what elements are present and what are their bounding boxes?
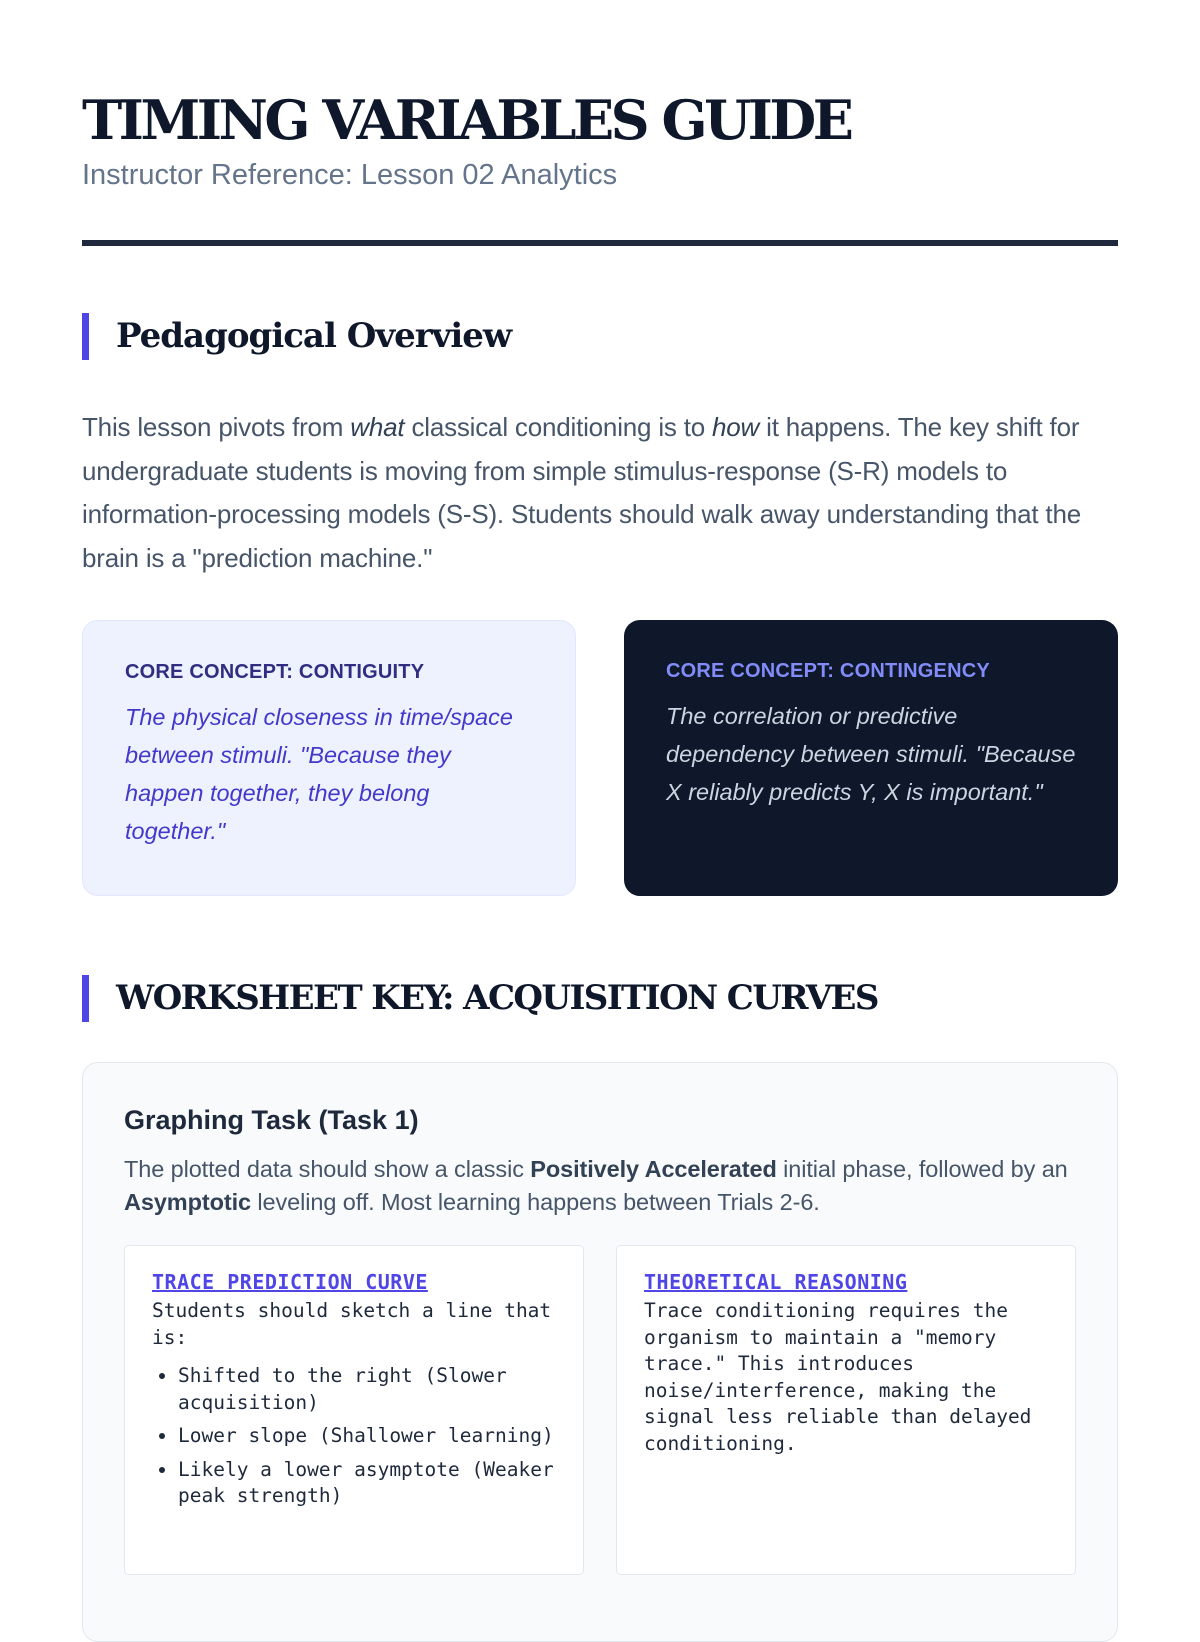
concept-card-contiguity	[82, 620, 576, 896]
concept-description: The correlation or predictive dependency between stimuli. "Because X reliably predicts Y, X is important."	[666, 703, 1076, 805]
worksheet-heading	[82, 974, 1118, 1022]
overview-text-2: classical conditioning is to	[404, 412, 713, 442]
task-bold-accelerated: Positively Accelerated	[530, 1156, 777, 1182]
worksheet-heading-text: WORKSHEET KEY: ACQUISITION CURVES	[116, 978, 878, 1018]
list-item: • Likely a lower asymptote (Weaker peak strength)	[178, 1457, 556, 1510]
trace-prediction-list	[152, 1363, 556, 1510]
concept-cards	[82, 620, 1118, 896]
task-description	[124, 1153, 1076, 1219]
overview-emphasis-what: what	[350, 412, 405, 442]
trace-prediction-intro: Students should sketch a line that is:	[152, 1299, 552, 1349]
theoretical-reasoning-card	[616, 1245, 1076, 1575]
overview-heading-text: Pedagogical Overview	[116, 316, 512, 356]
note-cards	[124, 1245, 1076, 1575]
task-text-1: The plotted data should show a classic	[124, 1156, 531, 1182]
page-title: TIMING VARIABLES GUIDE	[82, 88, 851, 152]
concept-card-contingency	[624, 620, 1118, 896]
theoretical-reasoning-text: Trace conditioning requires the organism to maintain a "memory trace." This introduces noise/interference, making the signal less reliable than delayed conditioning.	[644, 1299, 1032, 1455]
overview-heading	[82, 312, 1118, 360]
worksheet-panel	[82, 1062, 1118, 1642]
task-text-2: initial phase, followed by an	[776, 1156, 1068, 1182]
overview-text-1: This lesson pivots from	[82, 412, 351, 442]
task-bold-asymptotic: Asymptotic	[124, 1189, 251, 1215]
section-accent-bar	[82, 313, 89, 360]
concept-description: The physical closeness in time/space between stimuli. "Because they happen together, they belong together."	[125, 704, 513, 844]
trace-prediction-card	[124, 1245, 584, 1575]
theoretical-reasoning-label: THEORETICAL REASONING	[644, 1270, 908, 1294]
task-text-3: leveling off. Most learning happens between Trials 2-6.	[250, 1189, 820, 1215]
concept-label: CORE CONCEPT: CONTINGENCY	[666, 660, 990, 682]
trace-prediction-label: TRACE PREDICTION CURVE	[152, 1270, 428, 1294]
overview-emphasis-how: how	[712, 412, 760, 442]
concept-label: CORE CONCEPT: CONTIGUITY	[125, 661, 425, 683]
list-item: • Lower slope (Shallower learning)	[178, 1423, 556, 1450]
overview-paragraph	[82, 406, 1118, 580]
section-accent-bar	[82, 975, 89, 1022]
task-title: Graphing Task (Task 1)	[124, 1105, 419, 1135]
overview-text-3: it happens. The key shift for undergraduate students is moving from simple stimulus-response (S-R) models to information-processing models (S-S). Students should walk away understanding that the brain is a "prediction machine."	[82, 412, 1081, 573]
title-divider	[82, 240, 1118, 246]
list-item: • Shifted to the right (Slower acquisition)	[178, 1363, 556, 1416]
page-subtitle: Instructor Reference: Lesson 02 Analytics	[82, 159, 618, 191]
